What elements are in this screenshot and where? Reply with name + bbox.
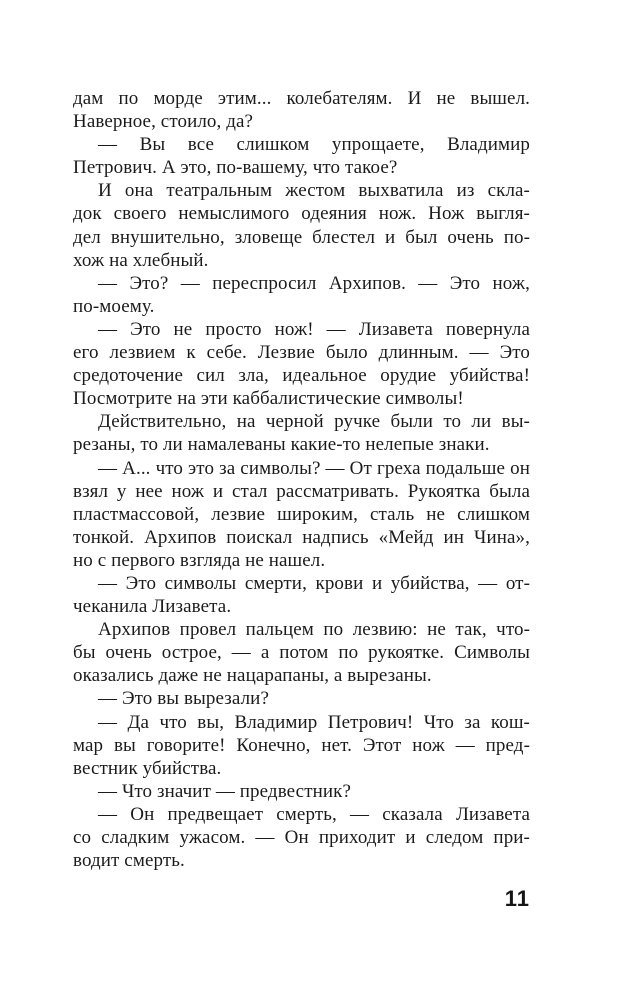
text-line: — Да что вы, Владимир Петрович! Что за кош-	[98, 711, 530, 733]
text-line: резаны, то ли намалеваны какие-то нелепые знаки.	[73, 434, 490, 456]
text-line: вестник убийства.	[73, 757, 222, 779]
text-line: со сладким ужасом. — Он приходит и следом при-	[73, 827, 530, 848]
text-line: — Это? — переспросил Архипов. — Это нож,	[98, 272, 530, 294]
text-line: дам по морде этим... колебателям. И не вышел.	[73, 88, 530, 109]
text-line: Посмотрите на эти каббалистические символы!	[73, 388, 464, 410]
text-line: Действительно, на черной ручке были то ли вы-	[98, 411, 530, 433]
text-line: Петрович. А это, по-вашему, что такое?	[73, 157, 398, 179]
text-block	[73, 87, 530, 872]
text-line: бы очень острое, — а потом по рукоятке. Символы	[73, 642, 530, 664]
text-line: — А... что это за символы? — От греха подальше он	[98, 457, 530, 479]
text-line: Наверное, стоило, да?	[73, 111, 254, 133]
text-line: И она театральным жестом выхватила из скла-	[98, 180, 530, 202]
text-line: средоточение сил зла, идеальное орудие убийства!	[73, 365, 530, 387]
text-line: его лезвием к себе. Лезвие было длинным. — Это	[73, 342, 530, 364]
text-line: — Что значит — предвестник?	[98, 780, 351, 802]
text-line: — Это вы вырезали?	[98, 688, 269, 710]
text-line: взял у нее нож и стал рассматривать. Рукоятка была	[73, 480, 530, 502]
text-line: док своего немыслимого одеяния нож. Нож выгля-	[73, 203, 530, 225]
text-line: оказались даже не нацарапаны, а вырезаны.	[73, 665, 432, 687]
text-line: — Это не просто нож! — Лизавета повернула	[98, 318, 530, 340]
text-line: — Это символы смерти, крови и убийства, — от-	[98, 572, 530, 594]
text-line: по-моему.	[73, 295, 155, 317]
text-line: хож на хлебный.	[73, 249, 209, 271]
text-line: — Вы все слишком упрощаете, Владимир	[98, 134, 530, 156]
page-number: 11	[504, 886, 530, 911]
text-line: Архипов провел пальцем по лезвию: не так, что-	[98, 619, 530, 641]
text-line: пластмассовой, лезвие широким, сталь не слишком	[73, 503, 530, 525]
text-line: водит смерть.	[73, 850, 185, 872]
text-line: дел внушительно, зловеще блестел и был очень по-	[73, 226, 530, 248]
text-line: тонкой. Архипов поискал надпись «Мейд ин Чина»,	[73, 526, 530, 548]
text-line: — Он предвещает смерть, — сказала Лизавета	[98, 803, 530, 825]
text-line: чеканила Лизавета.	[73, 596, 232, 618]
text-line: мар вы говорите! Конечно, нет. Этот нож — пред-	[73, 734, 530, 756]
text-line: но с первого взгляда не нашел.	[73, 549, 326, 571]
